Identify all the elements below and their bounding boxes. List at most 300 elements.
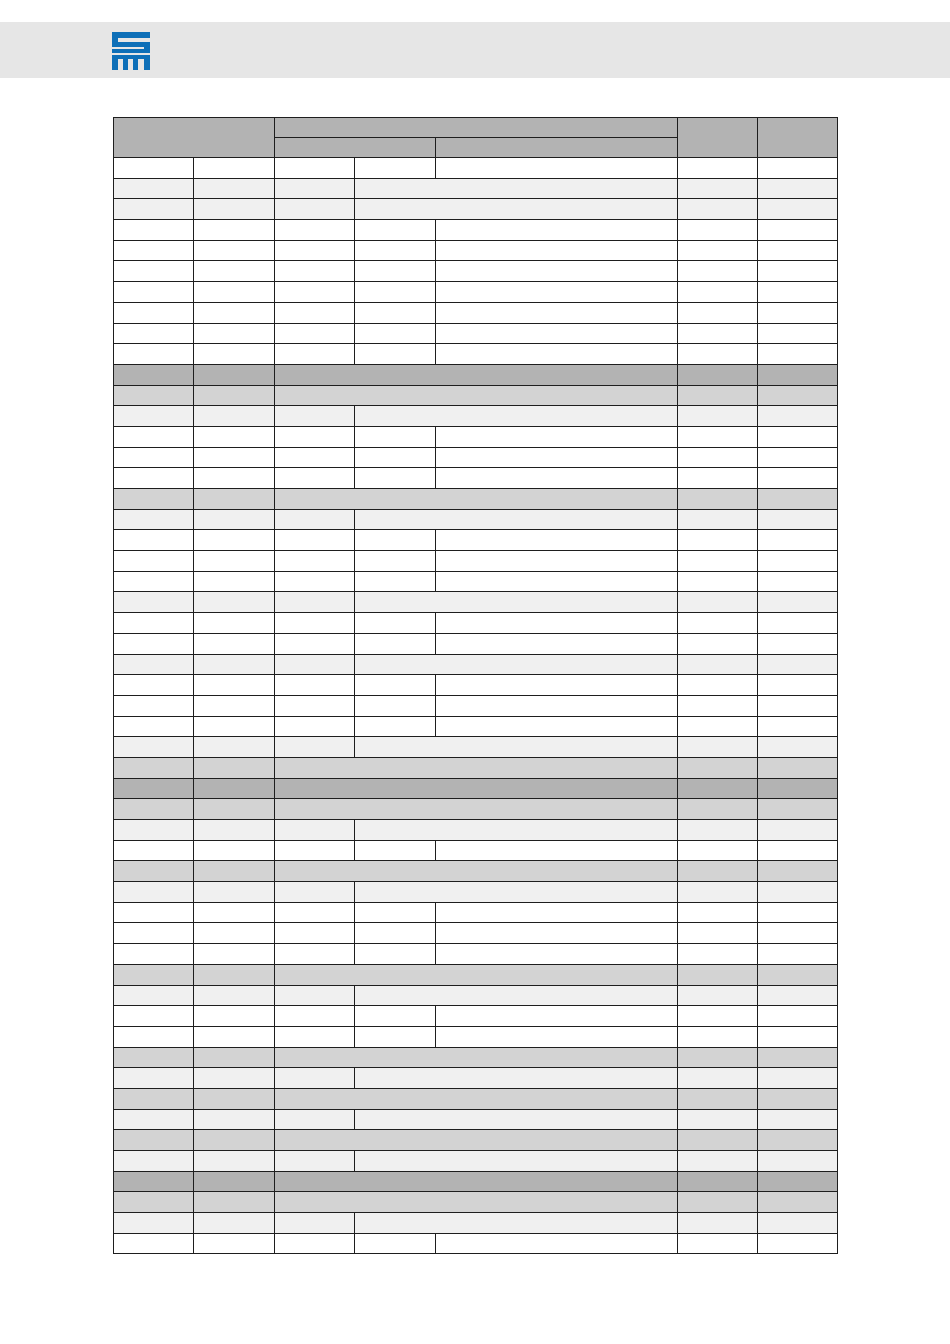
table-cell [275, 282, 355, 303]
table-cell [114, 1088, 194, 1109]
table-cell [275, 178, 355, 199]
header-sub-a-cell [275, 138, 436, 158]
table-cell [114, 1151, 194, 1172]
table-row [114, 882, 838, 903]
table-row [114, 261, 838, 282]
table-cell [355, 302, 436, 323]
table-cell [275, 1026, 355, 1047]
table-cell [436, 613, 678, 634]
table-cell [194, 1047, 275, 1068]
table-cell [114, 1068, 194, 1089]
table-row [114, 199, 838, 220]
table-row [114, 1233, 838, 1254]
table-cell [678, 716, 758, 737]
table-cell [114, 571, 194, 592]
table-row [114, 240, 838, 261]
table-cell [355, 1233, 436, 1254]
table-cell [114, 240, 194, 261]
table-cell [194, 757, 275, 778]
table-cell [275, 344, 355, 365]
table-cell [194, 364, 275, 385]
table-cell [678, 509, 758, 530]
table-cell [194, 220, 275, 241]
table-cell [436, 220, 678, 241]
table-cell [436, 530, 678, 551]
table-cell [436, 716, 678, 737]
table-cell [758, 1006, 838, 1027]
table-cell [114, 1109, 194, 1130]
table-cell [114, 654, 194, 675]
table-cell [758, 613, 838, 634]
table-row [114, 964, 838, 985]
table-cell [758, 509, 838, 530]
table-cell [355, 1026, 436, 1047]
table-cell [758, 282, 838, 303]
table-row [114, 757, 838, 778]
table-cell [114, 1192, 194, 1213]
table-cell [114, 158, 194, 179]
table-cell [114, 509, 194, 530]
table-row [114, 282, 838, 303]
table-cell [194, 323, 275, 344]
table-cell [355, 1213, 678, 1234]
table-row [114, 633, 838, 654]
table-cell [194, 778, 275, 799]
header-sub-b-cell [436, 138, 678, 158]
table-row [114, 509, 838, 530]
table-cell [194, 178, 275, 199]
table-cell [275, 716, 355, 737]
table-cell [275, 447, 355, 468]
table-row [114, 158, 838, 179]
table-cell [355, 944, 436, 965]
table-cell [114, 613, 194, 634]
table-cell [275, 1233, 355, 1254]
table-cell [678, 1192, 758, 1213]
table-cell [194, 737, 275, 758]
table-cell [275, 757, 678, 778]
table-cell [758, 695, 838, 716]
table-cell [275, 240, 355, 261]
table-cell [758, 468, 838, 489]
table-cell [758, 799, 838, 820]
table-cell [436, 468, 678, 489]
header-group-cell [114, 118, 275, 158]
table-cell [355, 220, 436, 241]
table-cell [194, 158, 275, 179]
table-cell [678, 675, 758, 696]
table-cell [194, 861, 275, 882]
table-cell [355, 406, 678, 427]
table-cell [275, 882, 355, 903]
table-cell [678, 178, 758, 199]
table-cell [758, 551, 838, 572]
table-cell [355, 633, 436, 654]
table-cell [758, 840, 838, 861]
table-cell [678, 385, 758, 406]
table-cell [275, 1006, 355, 1027]
table-cell [678, 654, 758, 675]
table-cell [114, 178, 194, 199]
table-row [114, 1088, 838, 1109]
table-cell [436, 282, 678, 303]
table-cell [678, 840, 758, 861]
table-cell [436, 675, 678, 696]
table-cell [758, 426, 838, 447]
table-cell [194, 716, 275, 737]
table-cell [758, 1026, 838, 1047]
table-cell [758, 385, 838, 406]
table-cell [758, 778, 838, 799]
table-row [114, 778, 838, 799]
table-row [114, 944, 838, 965]
table-cell [355, 737, 678, 758]
table-cell [194, 902, 275, 923]
table-cell [275, 1109, 355, 1130]
table-cell [114, 1171, 194, 1192]
table-cell [678, 985, 758, 1006]
table-cell [194, 1068, 275, 1089]
table-cell [436, 571, 678, 592]
table-cell [194, 654, 275, 675]
table-row [114, 799, 838, 820]
table-cell [275, 509, 355, 530]
table-cell [678, 551, 758, 572]
table-cell [758, 675, 838, 696]
table-cell [355, 509, 678, 530]
table-cell [436, 344, 678, 365]
table-cell [275, 426, 355, 447]
table-cell [758, 1171, 838, 1192]
table-cell [436, 1006, 678, 1027]
table-row [114, 902, 838, 923]
table-cell [114, 633, 194, 654]
table-cell [678, 468, 758, 489]
table-cell [194, 882, 275, 903]
table-cell [758, 199, 838, 220]
table-cell [436, 261, 678, 282]
table-cell [275, 468, 355, 489]
table-cell [275, 964, 678, 985]
table-cell [275, 302, 355, 323]
table-cell [355, 654, 678, 675]
table-cell [758, 944, 838, 965]
table-cell [114, 468, 194, 489]
table-cell [758, 923, 838, 944]
table-cell [114, 964, 194, 985]
table-cell [275, 1151, 355, 1172]
table-cell [355, 447, 436, 468]
table-cell [355, 344, 436, 365]
table-row [114, 447, 838, 468]
table-cell [275, 199, 355, 220]
table-row [114, 178, 838, 199]
table-cell [678, 1068, 758, 1089]
table-cell [758, 882, 838, 903]
table-cell [114, 985, 194, 1006]
table-cell [678, 240, 758, 261]
table-cell [114, 385, 194, 406]
table-cell [194, 1088, 275, 1109]
table-cell [678, 1047, 758, 1068]
table-cell [436, 158, 678, 179]
table-cell [355, 323, 436, 344]
table-cell [194, 344, 275, 365]
table-cell [758, 1192, 838, 1213]
table-cell [275, 799, 678, 820]
table-cell [436, 1233, 678, 1254]
table-cell [678, 1109, 758, 1130]
table-cell [678, 613, 758, 634]
table-cell [355, 178, 678, 199]
table-cell [355, 840, 436, 861]
table-cell [275, 571, 355, 592]
parameter-table [113, 117, 838, 1254]
table-cell [114, 923, 194, 944]
table-row [114, 613, 838, 634]
table-cell [355, 282, 436, 303]
table-cell [758, 447, 838, 468]
header-col-c-cell [678, 118, 758, 158]
table-row [114, 220, 838, 241]
table-cell [114, 820, 194, 841]
table-row [114, 302, 838, 323]
table-cell [758, 530, 838, 551]
table-cell [355, 199, 678, 220]
table-cell [275, 489, 678, 510]
table-cell [678, 1088, 758, 1109]
table-cell [678, 426, 758, 447]
table-cell [758, 1130, 838, 1151]
sms-logo-icon [112, 32, 150, 70]
table-cell [678, 406, 758, 427]
table-row [114, 654, 838, 675]
table-cell [678, 964, 758, 985]
table-cell [436, 840, 678, 861]
table-row [114, 1068, 838, 1089]
table-cell [275, 158, 355, 179]
table-cell [194, 1109, 275, 1130]
table-cell [114, 1047, 194, 1068]
table-row [114, 323, 838, 344]
table-row [114, 1026, 838, 1047]
table-cell [678, 902, 758, 923]
table-cell [114, 220, 194, 241]
table-cell [275, 985, 355, 1006]
table-cell [114, 551, 194, 572]
table-cell [436, 902, 678, 923]
table-row [114, 571, 838, 592]
table-cell [114, 1213, 194, 1234]
table-cell [355, 571, 436, 592]
table-cell [275, 633, 355, 654]
table-cell [678, 199, 758, 220]
table-cell [114, 757, 194, 778]
header-col-d-cell [758, 118, 838, 158]
table-cell [355, 1006, 436, 1027]
table-cell [758, 1109, 838, 1130]
table-cell [194, 447, 275, 468]
table-cell [758, 716, 838, 737]
table-cell [114, 282, 194, 303]
table-cell [758, 592, 838, 613]
table-cell [436, 944, 678, 965]
table-cell [194, 799, 275, 820]
table-cell [275, 840, 355, 861]
table-cell [678, 592, 758, 613]
table-cell [114, 882, 194, 903]
table-row [114, 1130, 838, 1151]
table-cell [678, 344, 758, 365]
table-cell [275, 385, 678, 406]
table-cell [758, 1233, 838, 1254]
table-cell [758, 1213, 838, 1234]
table-cell [678, 1233, 758, 1254]
header-range-cell [275, 118, 678, 138]
table-cell [678, 489, 758, 510]
table-cell [758, 261, 838, 282]
table-cell [758, 737, 838, 758]
table-cell [114, 1026, 194, 1047]
table-cell [678, 944, 758, 965]
table-cell [194, 1151, 275, 1172]
table-row [114, 385, 838, 406]
table-cell [678, 323, 758, 344]
table-cell [355, 716, 436, 737]
table-cell [194, 1006, 275, 1027]
table-cell [275, 1047, 678, 1068]
table-cell [436, 447, 678, 468]
table-cell [758, 158, 838, 179]
table-cell [275, 530, 355, 551]
table-cell [758, 902, 838, 923]
table-cell [194, 571, 275, 592]
table-cell [436, 323, 678, 344]
table-cell [758, 178, 838, 199]
table-cell [114, 737, 194, 758]
table-cell [114, 406, 194, 427]
table-row [114, 1151, 838, 1172]
table-cell [194, 551, 275, 572]
table-cell [114, 778, 194, 799]
table-cell [436, 426, 678, 447]
table-cell [194, 964, 275, 985]
table-cell [678, 1130, 758, 1151]
table-cell [678, 1006, 758, 1027]
table-cell [355, 530, 436, 551]
table-row [114, 923, 838, 944]
table-row [114, 716, 838, 737]
table-cell [355, 820, 678, 841]
table-cell [758, 861, 838, 882]
table-cell [758, 633, 838, 654]
table-cell [194, 385, 275, 406]
table-cell [194, 695, 275, 716]
table-cell [758, 323, 838, 344]
table-cell [275, 1171, 678, 1192]
table-cell [678, 799, 758, 820]
table-cell [275, 551, 355, 572]
table-cell [114, 944, 194, 965]
table-cell [678, 695, 758, 716]
table-cell [275, 778, 678, 799]
table-cell [275, 820, 355, 841]
table-cell [355, 261, 436, 282]
table-cell [114, 716, 194, 737]
table-cell [114, 261, 194, 282]
table-row [114, 840, 838, 861]
table-cell [355, 675, 436, 696]
table-cell [678, 757, 758, 778]
table-row [114, 489, 838, 510]
table-cell [194, 675, 275, 696]
table-row [114, 985, 838, 1006]
table-body [114, 158, 838, 1254]
table-cell [275, 654, 355, 675]
table-cell [275, 675, 355, 696]
table-cell [114, 530, 194, 551]
table-row [114, 592, 838, 613]
table-cell [275, 406, 355, 427]
table-cell [758, 757, 838, 778]
table-cell [436, 633, 678, 654]
table-cell [758, 571, 838, 592]
table-cell [194, 406, 275, 427]
table-cell [758, 654, 838, 675]
table-row [114, 1192, 838, 1213]
table-row [114, 675, 838, 696]
table-cell [114, 840, 194, 861]
table-row [114, 426, 838, 447]
table-cell [678, 302, 758, 323]
table-row [114, 861, 838, 882]
table-row [114, 530, 838, 551]
table-cell [758, 406, 838, 427]
table-row [114, 406, 838, 427]
table-cell [436, 240, 678, 261]
table-cell [114, 902, 194, 923]
table-cell [355, 1109, 678, 1130]
table-cell [275, 1068, 355, 1089]
table-cell [678, 861, 758, 882]
table-cell [194, 633, 275, 654]
table-cell [355, 240, 436, 261]
table-cell [194, 613, 275, 634]
table-cell [194, 985, 275, 1006]
table-cell [194, 1233, 275, 1254]
table-row [114, 1047, 838, 1068]
table-cell [678, 364, 758, 385]
table-cell [194, 468, 275, 489]
table-cell [114, 695, 194, 716]
table-cell [194, 509, 275, 530]
table-cell [275, 220, 355, 241]
table-cell [678, 220, 758, 241]
table-cell [114, 489, 194, 510]
table-cell [275, 1130, 678, 1151]
table-cell [194, 489, 275, 510]
table-cell [114, 1006, 194, 1027]
table-cell [275, 902, 355, 923]
table-header-row-1 [114, 118, 838, 138]
table-cell [275, 261, 355, 282]
table-cell [355, 158, 436, 179]
table-cell [194, 240, 275, 261]
table-cell [275, 737, 355, 758]
table-cell [355, 1151, 678, 1172]
table-cell [114, 1130, 194, 1151]
table-cell [114, 199, 194, 220]
